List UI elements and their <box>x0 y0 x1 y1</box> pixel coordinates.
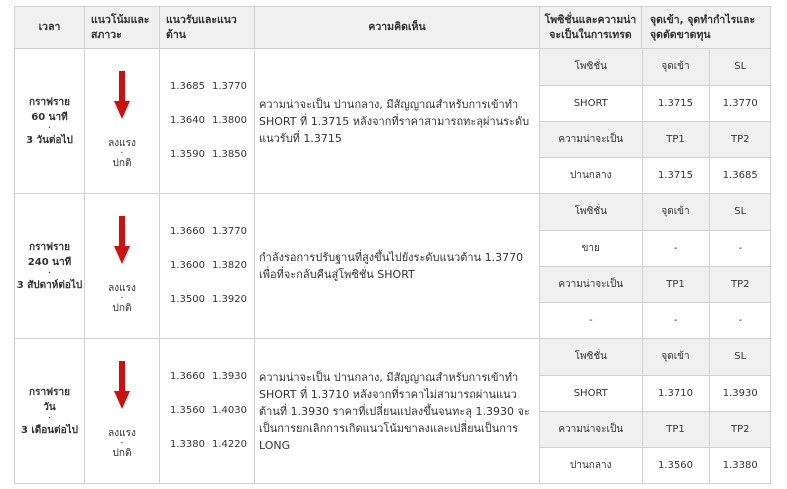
position-value: SL <box>709 194 771 230</box>
separator-dot: · <box>47 267 52 279</box>
position-cell <box>540 194 771 339</box>
resistance-level: 1.3920 <box>212 294 247 305</box>
position-row <box>540 339 771 375</box>
support-level: 1.3380 <box>170 439 205 450</box>
timeframe-cell <box>15 194 85 339</box>
resistance-level: 1.3850 <box>212 149 247 160</box>
level-pair <box>170 249 254 283</box>
trend-cell <box>85 194 160 339</box>
position-value: - <box>709 230 771 266</box>
timeframe-period: 240 นาที <box>27 256 72 268</box>
timeframe-row <box>15 194 771 339</box>
trend-strength: ลงแรง <box>108 138 136 149</box>
timeframe-label: กราฟราย <box>29 96 70 108</box>
position-value: 1.3710 <box>642 375 709 411</box>
trend-state: ปกติ <box>112 158 132 169</box>
position-value: จุดเข้า <box>642 49 709 85</box>
support-level: 1.3590 <box>170 149 205 160</box>
support-resistance-cell <box>160 339 255 484</box>
level-pair <box>170 428 254 462</box>
resistance-level: 1.3820 <box>212 260 247 271</box>
timeframe-row <box>15 339 771 484</box>
resistance-level: 1.3770 <box>212 81 247 92</box>
comment-cell: ความน่าจะเป็น ปานกลาง, มีสัญญาณสำหรับการเข้าทำ SHORT ที่ 1.3715 หลังจากที่ราคาสามารถทะลุผ่านระดับแนวรับที่ 1.3715 <box>255 49 540 194</box>
header-trend: แนวโน้มและสภาวะ <box>85 7 160 49</box>
support-level: 1.3500 <box>170 294 205 305</box>
position-value: - <box>642 302 709 338</box>
position-value: โพซิชั่น <box>540 49 642 85</box>
position-value: 1.3715 <box>642 85 709 121</box>
position-cell <box>540 49 771 194</box>
down-arrow-icon <box>114 216 130 264</box>
position-row <box>540 121 771 157</box>
timeframe-row <box>15 49 771 194</box>
level-pair <box>170 215 254 249</box>
header-position: โพซิชั่นและความน่าจะเป็นในการเทรด <box>540 7 642 49</box>
support-level: 1.3640 <box>170 115 205 126</box>
position-value: ขาย <box>540 230 642 266</box>
level-pair <box>170 70 254 104</box>
position-value: ปานกลาง <box>540 157 642 193</box>
timeframe-cell <box>15 49 85 194</box>
position-value: โพซิชั่น <box>540 339 642 375</box>
position-value: TP1 <box>642 121 709 157</box>
trend-strength: ลงแรง <box>108 428 136 439</box>
position-value: จุดเข้า <box>642 194 709 230</box>
position-row <box>540 375 771 411</box>
level-pair <box>170 104 254 138</box>
position-value: 1.3560 <box>642 447 709 483</box>
position-value: 1.3715 <box>642 157 709 193</box>
timeframe-period: วัน <box>43 401 56 413</box>
separator-dot: · <box>47 122 52 134</box>
position-value: SL <box>709 49 771 85</box>
support-resistance-cell <box>160 49 255 194</box>
position-row <box>540 157 771 193</box>
header-support-resistance: แนวรับและแนวต้าน <box>160 7 255 49</box>
position-value: 1.3930 <box>709 375 771 411</box>
position-row <box>540 49 771 85</box>
header-entry: จุดเข้า, จุดทำกำไรและจุดตัดขาดทุน <box>642 7 771 49</box>
separator-dot: · <box>120 438 124 449</box>
position-value: TP2 <box>709 121 771 157</box>
timeframe-label: กราฟราย <box>29 386 70 398</box>
level-pair <box>170 360 254 394</box>
timeframe-cell <box>15 339 85 484</box>
position-table <box>540 194 771 338</box>
level-pair <box>170 138 254 172</box>
separator-dot: · <box>120 148 124 159</box>
position-row <box>540 194 771 230</box>
trend-state: ปกติ <box>112 303 132 314</box>
down-arrow-icon <box>114 361 130 409</box>
timeframe-period: 60 นาที <box>31 111 68 123</box>
position-value: 1.3770 <box>709 85 771 121</box>
support-level: 1.3685 <box>170 81 205 92</box>
position-table <box>540 339 771 483</box>
resistance-level: 1.4030 <box>212 405 247 416</box>
position-row <box>540 85 771 121</box>
level-pair <box>170 283 254 317</box>
forecast-horizon: 3 สัปดาห์ต่อไป <box>16 279 83 291</box>
support-level: 1.3560 <box>170 405 205 416</box>
position-value: 1.3380 <box>722 459 758 471</box>
separator-dot: · <box>120 293 124 304</box>
comment-cell: กำลังรอการปรับฐานที่สูงขึ้นไปยังระดับแนวต้าน 1.3770 เพื่อที่จะกลับคืนสู่โพซิชั่น SHORT <box>255 194 540 339</box>
header-row <box>15 7 771 49</box>
position-value: SHORT <box>540 85 642 121</box>
position-value: 1.3685 <box>722 169 758 181</box>
position-value: TP1 <box>642 411 709 447</box>
separator-dot: · <box>47 412 52 424</box>
header-time: เวลา <box>15 7 85 49</box>
position-row <box>540 230 771 266</box>
position-row <box>540 411 771 447</box>
position-value: ความน่าจะเป็น <box>540 266 642 302</box>
trend-state: ปกติ <box>112 448 132 459</box>
trend-cell <box>85 339 160 484</box>
resistance-level: 1.3770 <box>212 226 247 237</box>
header-comment: ความคิดเห็น <box>255 7 540 49</box>
position-value: ความน่าจะเป็น <box>540 411 642 447</box>
support-level: 1.3600 <box>170 260 205 271</box>
level-pair <box>170 394 254 428</box>
position-value: TP2 <box>709 411 771 447</box>
resistance-level: 1.3800 <box>212 115 247 126</box>
position-value: TP2 <box>709 266 771 302</box>
resistance-level: 1.3930 <box>212 371 247 382</box>
position-value: SL <box>709 339 771 375</box>
support-level: 1.3660 <box>170 371 205 382</box>
position-value: โพซิชั่น <box>540 194 642 230</box>
forecast-horizon: 3 เดือนต่อไป <box>20 424 79 436</box>
support-resistance-cell <box>160 194 255 339</box>
position-value: จุดเข้า <box>642 339 709 375</box>
forecast-table <box>14 6 771 484</box>
position-cell <box>540 339 771 484</box>
trend-strength: ลงแรง <box>108 283 136 294</box>
position-value: ความน่าจะเป็น <box>540 121 642 157</box>
position-value: SHORT <box>540 375 642 411</box>
position-value: - <box>540 302 642 338</box>
position-row <box>540 266 771 302</box>
forecast-horizon: 3 วันต่อไป <box>26 134 73 146</box>
support-level: 1.3660 <box>170 226 205 237</box>
timeframe-label: กราฟราย <box>29 241 70 253</box>
resistance-level: 1.4220 <box>212 439 247 450</box>
position-value: - <box>642 230 709 266</box>
comment-cell: ความน่าจะเป็น ปานกลาง, มีสัญญาณสำหรับการเข้าทำ SHORT ที่ 1.3710 หลังจากที่ราคาไม่สามารถผ่านแนวต้านที่ 1.3930 ราคาที่เปลี่ยนแปลงขึ้นจนทะลุ 1.3930 จะเป็นการยกเลิกการเกิดแนวโน้มขาลงและเปลี่ยนเป็นการ LONG <box>255 339 540 484</box>
position-row <box>540 447 771 483</box>
position-table <box>540 49 771 193</box>
position-value: TP1 <box>642 266 709 302</box>
position-value: - <box>738 314 743 326</box>
position-row <box>540 302 771 338</box>
position-value: ปานกลาง <box>540 447 642 483</box>
down-arrow-icon <box>114 71 130 119</box>
trend-cell <box>85 49 160 194</box>
